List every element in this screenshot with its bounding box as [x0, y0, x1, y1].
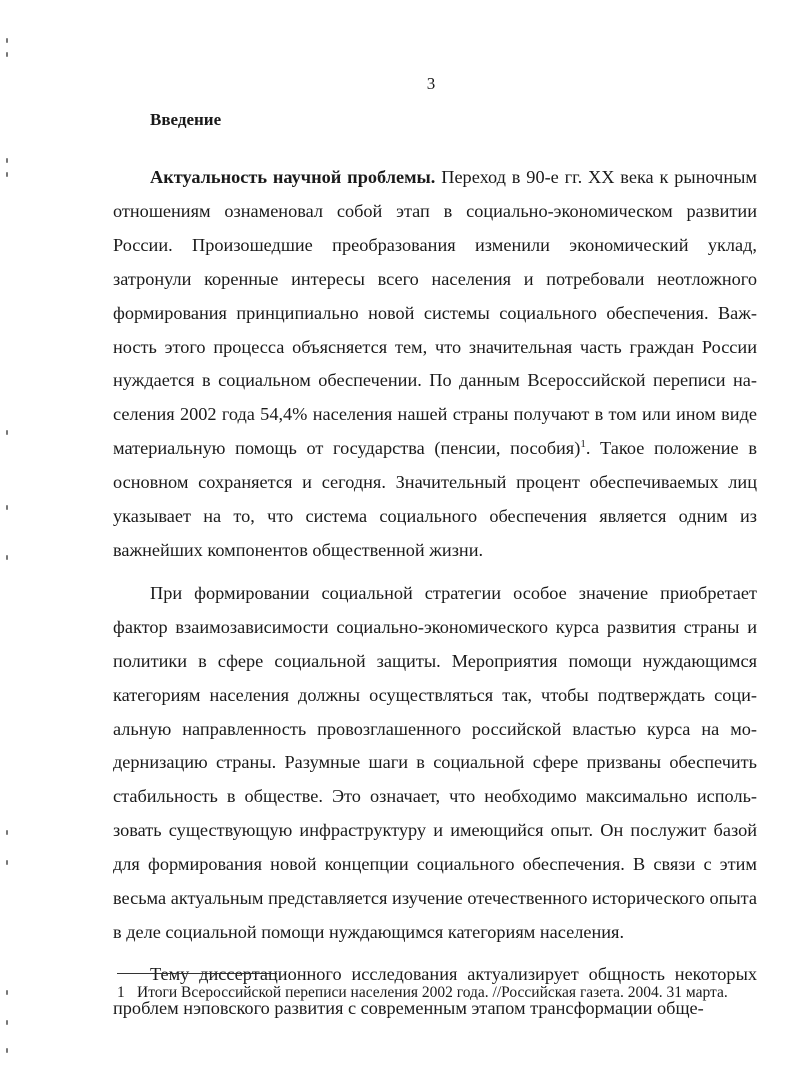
paragraph-text-continued: . Такое положение в основном сохраняется и сегодня. Значительный процент обеспечиваемых лиц указывает на то, что система социального обеспечения является одним из важнейших компонентов общественной жизни. [113, 438, 757, 560]
paragraph-1 [113, 161, 757, 568]
paragraph-text: Переход в 90-е гг. XX века к рыночным отношениям ознаменовал собой этап в социально-экономическом развитии России. Произошедшие преобразования изменили экономический уклад, затронули коренные интересы всего населения и потребовали неотложного формирования принципиально новой системы социального обеспечения. Важность этого процесса объясняется тем, что значительная часть граждан России нуждается в социальном обеспечении. По данным Всероссийской переписи населения 2002 года 54,4% населения нашей страны получают в том или ином виде материальную помощь от государства (пенсии, пособия) [113, 167, 757, 459]
document-body [113, 161, 757, 1026]
paragraph-3: Тему диссертационного исследования актуализирует общность некоторых проблем нэповского развития с современным этапом трансформации обще- [113, 963, 757, 1018]
paragraph-lead: Актуальность научной проблемы. [150, 167, 436, 187]
paragraph-2: При формировании социальной стратегии особое значение приобретает фактор взаимозависимости социально-экономического курса развития страны и политики в сфере социальной защиты. Мероприятия помощи нуждающимся категориям населения должны осуществляться так, чтобы подтверждать социальную направленность провозглашенного российской властью курса на модернизацию страны. Разумные шаги в социальной сфере призваны обеспечить стабильность в обществе. Это означает, что необходимо максимально использовать существующую инфраструктуру и имеющийся опыт. Он послужит базой для формирования новой концепции социального обеспечения. В связи с этим весьма актуальным представляется изучение отечественного исторического опыта в деле социальной помощи нуждающимся категориям населения. [113, 582, 757, 942]
section-heading: Введение [150, 110, 222, 129]
footnote-divider [117, 973, 277, 974]
footnote-text: Итоги Всероссийской переписи населения 2002 года. //Российская газета. 2004. 31 марта. [137, 984, 728, 1001]
footnote-mark: 1 [117, 984, 125, 1001]
footnote-reference: 1 [580, 438, 586, 451]
footnote [117, 982, 767, 1004]
page-number: 3 [426, 74, 436, 93]
